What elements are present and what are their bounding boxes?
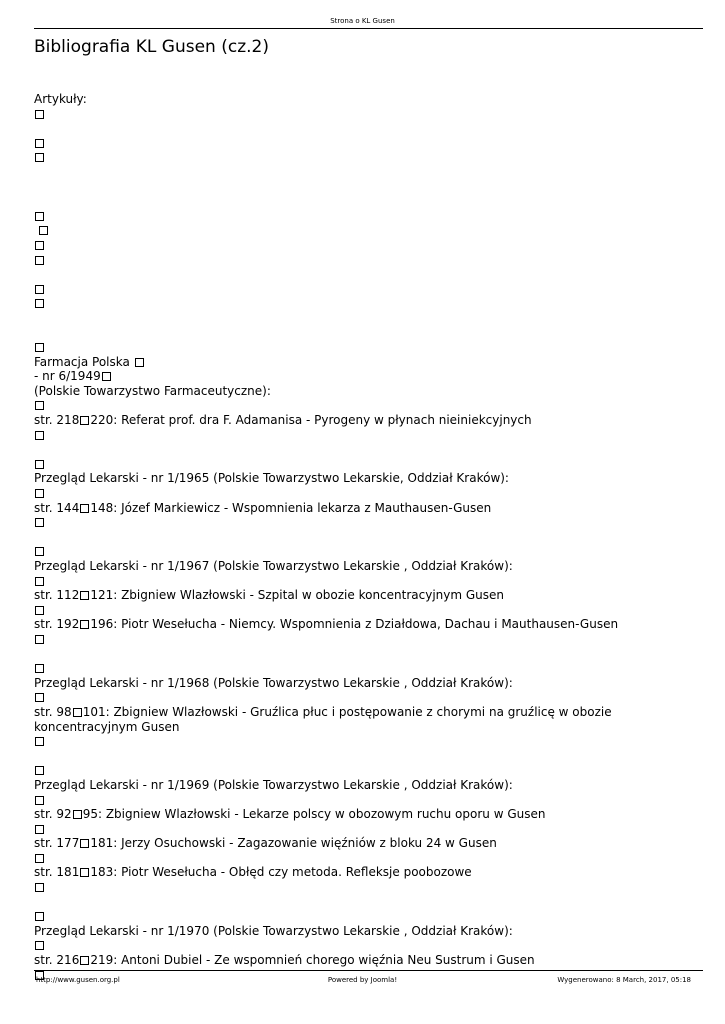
bibliography-entry <box>34 413 694 428</box>
missing-glyph-icon <box>35 664 44 673</box>
header-rule <box>34 28 703 29</box>
placeholder-box-line <box>34 734 694 749</box>
site-title: Strona o KL Gusen <box>330 17 395 25</box>
missing-glyph-icon <box>35 299 44 308</box>
missing-glyph-icon <box>80 956 89 965</box>
missing-glyph-icon <box>80 591 89 600</box>
missing-glyph-icon <box>35 518 44 527</box>
missing-glyph-icon <box>35 110 44 119</box>
missing-glyph-icon <box>35 547 44 556</box>
missing-glyph-icon <box>35 489 44 498</box>
missing-glyph-icon <box>35 796 44 805</box>
placeholder-box-line <box>34 938 694 953</box>
missing-glyph-icon <box>80 504 89 513</box>
entry-pages-from: str. 144 <box>34 500 80 515</box>
placeholder-box-line <box>34 763 694 778</box>
missing-glyph-icon <box>35 431 44 440</box>
missing-glyph-icon <box>35 343 44 352</box>
entry-text: 101: Zbigniew Wlazłowski - Gruźlica płuc i postępowanie z chorymi na gruźlicę w obozie koncentracyjnym Gusen <box>34 704 612 734</box>
missing-glyph-icon <box>35 241 44 250</box>
placeholder-box-line <box>34 107 694 122</box>
missing-glyph-icon <box>80 416 89 425</box>
entry-text: 196: Piotr Wesełucha - Niemcy. Wspomnienia z Działdowa, Dachau i Mauthausen-Gusen <box>90 617 619 632</box>
journal-header: Przegląd Lekarski - nr 1/1968 (Polskie Towarzystwo Lekarskie , Oddział Kraków): <box>34 675 513 690</box>
missing-glyph-icon <box>35 606 44 615</box>
journal-issue-text: - nr 6/1949 <box>34 369 101 384</box>
entry-pages-from: str. 112 <box>34 588 80 603</box>
footer-powered-by: Powered by Joomla! <box>327 976 398 984</box>
bibliography-entry <box>34 705 694 734</box>
journal-header: Przegląd Lekarski - nr 1/1967 (Polskie Towarzystwo Lekarskie , Oddział Kraków): <box>34 559 513 573</box>
missing-glyph-icon <box>35 460 44 469</box>
bibliography-entry <box>34 953 694 968</box>
placeholder-box-line <box>34 428 694 443</box>
article-body <box>34 92 694 982</box>
placeholder-box-line <box>34 851 694 866</box>
bibliography-entry <box>34 501 694 516</box>
missing-glyph-icon <box>73 708 82 717</box>
missing-glyph-icon <box>35 285 44 294</box>
footer-url: http://www.gusen.org.pl <box>36 976 120 984</box>
placeholder-box-line <box>34 880 694 895</box>
missing-glyph-icon <box>35 912 44 921</box>
missing-glyph-icon <box>73 810 82 819</box>
placeholder-box-line <box>34 282 694 297</box>
placeholder-box-line <box>34 340 694 355</box>
entry-pages-from: str. 181 <box>34 865 80 880</box>
placeholder-box-line <box>34 150 694 165</box>
bibliography-entry <box>34 865 694 880</box>
page-title: Bibliografia KL Gusen (cz.2) <box>34 37 269 57</box>
journal-name <box>34 355 694 370</box>
placeholder-box-line <box>34 515 694 530</box>
entry-pages-from: str. 216 <box>34 953 80 968</box>
missing-glyph-icon <box>35 401 44 410</box>
journal-publisher: (Polskie Towarzystwo Farmaceutyczne): <box>34 383 271 398</box>
missing-glyph-icon <box>35 139 44 148</box>
missing-glyph-icon <box>102 372 111 381</box>
journal-header: Przegląd Lekarski - nr 1/1969 (Polskie Towarzystwo Lekarskie , Oddział Kraków): <box>34 777 513 792</box>
missing-glyph-icon <box>35 941 44 950</box>
entry-pages-from: str. 98 <box>34 704 72 719</box>
entry-pages-from: str. 192 <box>34 617 80 632</box>
missing-glyph-icon <box>35 577 44 586</box>
missing-glyph-icon <box>35 153 44 162</box>
placeholder-box-line <box>34 793 694 808</box>
placeholder-box-line <box>34 690 694 705</box>
missing-glyph-icon <box>80 620 89 629</box>
missing-glyph-icon <box>35 737 44 746</box>
placeholder-box-line <box>34 822 694 837</box>
placeholder-box-line <box>34 457 694 472</box>
missing-glyph-icon <box>135 358 144 367</box>
placeholder-box-line <box>34 632 694 647</box>
missing-glyph-icon <box>35 825 44 834</box>
entry-pages-from: str. 177 <box>34 836 80 851</box>
missing-glyph-icon <box>80 839 89 848</box>
entry-text: 181: Jerzy Osuchowski - Zagazowanie więźniów z bloku 24 w Gusen <box>90 836 497 851</box>
placeholder-box-line <box>34 296 694 311</box>
missing-glyph-icon <box>80 868 89 877</box>
placeholder-box-line <box>34 661 694 676</box>
bibliography-entry <box>34 836 694 851</box>
entry-pages-from: str. 218 <box>34 413 80 428</box>
missing-glyph-icon <box>35 766 44 775</box>
placeholder-box-line <box>34 209 694 224</box>
missing-glyph-icon <box>39 226 48 235</box>
missing-glyph-icon <box>35 693 44 702</box>
entry-text: 121: Zbigniew Wlazłowski - Szpital w obozie koncentracyjnym Gusen <box>90 588 505 603</box>
section-label: Artykuły: <box>34 92 87 106</box>
placeholder-box-line <box>34 136 694 151</box>
placeholder-box-line <box>34 544 694 559</box>
missing-glyph-icon <box>35 883 44 892</box>
placeholder-box-line <box>34 574 694 589</box>
journal-header: Przegląd Lekarski - nr 1/1965 (Polskie Towarzystwo Lekarskie, Oddział Kraków): <box>34 471 509 486</box>
placeholder-box-line <box>34 223 694 238</box>
journal-name-text: Farmacja Polska <box>34 354 130 369</box>
bibliography-entry <box>34 807 694 822</box>
placeholder-box-line <box>34 603 694 618</box>
entry-text: 220: Referat prof. dra F. Adamanisa - Pyrogeny w płynach nieiniekcyjnych <box>90 413 532 428</box>
placeholder-box-line <box>34 253 694 268</box>
entry-pages-from: str. 92 <box>34 807 72 822</box>
entry-text: 183: Piotr Wesełucha - Obłęd czy metoda. Refleksje poobozowe <box>90 865 472 880</box>
journal-issue <box>34 369 694 384</box>
entry-text: 219: Antoni Dubiel - Ze wspomnień chorego więźnia Neu Sustrum i Gusen <box>90 953 535 968</box>
placeholder-box-line <box>34 398 694 413</box>
bibliography-entry <box>34 617 694 632</box>
missing-glyph-icon <box>35 854 44 863</box>
journal-header: Przegląd Lekarski - nr 1/1970 (Polskie Towarzystwo Lekarskie , Oddział Kraków): <box>34 923 513 938</box>
footer-rule <box>34 970 703 971</box>
footer-generated-date: Wygenerowano: 8 March, 2017, 05:18 <box>557 976 691 984</box>
placeholder-box-line <box>34 486 694 501</box>
missing-glyph-icon <box>35 256 44 265</box>
missing-glyph-icon <box>35 635 44 644</box>
entry-text: 148: Józef Markiewicz - Wspomnienia lekarza z Mauthausen-Gusen <box>90 500 492 515</box>
missing-glyph-icon <box>35 212 44 221</box>
entry-text: 95: Zbigniew Wlazłowski - Lekarze polscy w obozowym ruchu oporu w Gusen <box>82 807 546 822</box>
bibliography-entry <box>34 588 694 603</box>
placeholder-box-line <box>34 238 694 253</box>
placeholder-box-line <box>34 909 694 924</box>
